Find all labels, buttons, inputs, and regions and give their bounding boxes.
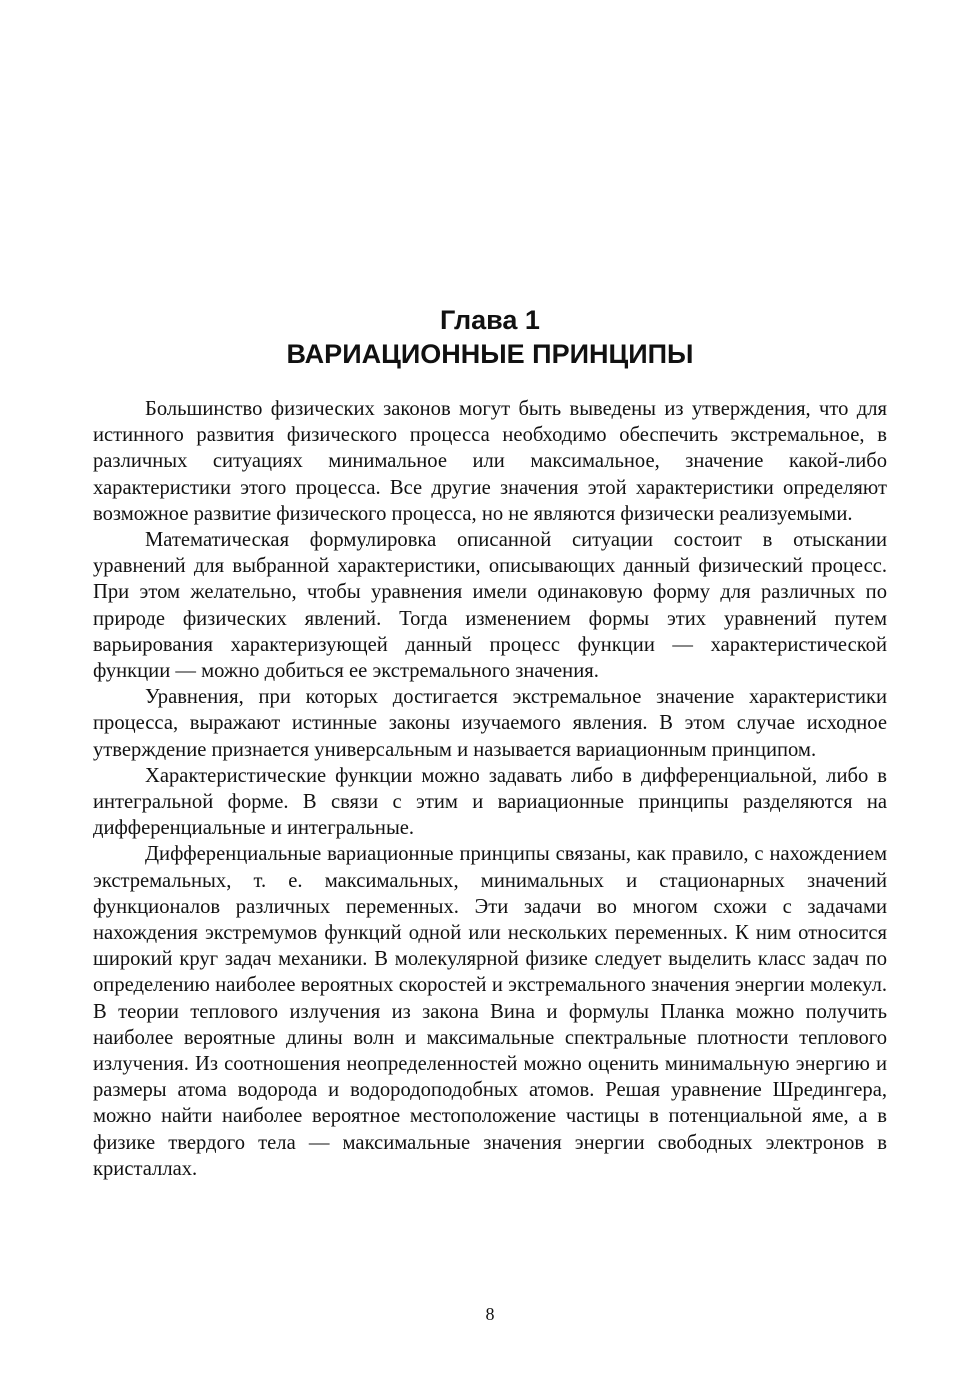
paragraph: Большинство физических законов могут быть выведены из утверждения, что для истинного развития физического процесса необходимо обеспечить экстремальное, в различных ситуациях минимальное или максимальное, значение какой-либо характеристики этого процесса. Все другие значения этой характеристики определяют возможное развитие физического процесса, но не являются физически реализуемыми. — [93, 398, 887, 525]
chapter-number: Глава 1 — [440, 305, 540, 335]
page-number: 8 — [485, 1304, 495, 1324]
paragraph: Характеристические функции можно задавать либо в дифференциальной, либо в интегральной форме. В связи с этим и вариационные принципы разделяются на дифференциальные и интегральные. — [93, 764, 887, 840]
chapter-body — [93, 396, 887, 1182]
chapter-heading — [0, 303, 980, 371]
paragraph: Математическая формулировка описанной ситуации состоит в отыскании уравнений для выбранной характеристики, описывающих данный физический процесс. При этом желательно, чтобы уравнения имели одинаковую форму для различных по природе физических явлений. Тогда изменением формы этих уравнений путем варьирования характеризующей данный процесс функции — характеристической функции — можно добиться ее экстремального значения. — [93, 529, 887, 683]
paragraph: Дифференциальные вариационные принципы связаны, как правило, с нахождением экстремальных, т. е. максимальных, минимальных и стационарных значений функционалов различных переменных. Эти задачи во многом схожи с задачами нахождения экстремумов функций одной или нескольких переменных. К ним относится широкий круг задач механики. В молекулярной физике следует выделить класс задач по определению наиболее вероятных скоростей и экстремального значения энергии молекул. В теории теплового излучения из закона Вина и формулы Планка можно получить наиболее вероятные длины волн и максимальные спектральные плотности теплового излучения. Из соотношения неопределенностей можно оценить минимальную энергию и размеры атома водорода и водородоподобных атомов. Решая уравнение Шредингера, можно найти наиболее вероятное местоположение частицы в потенциальной яме, а в физике твердого тела — максимальные значения энергии свободных электронов в кристаллах. — [93, 843, 887, 1180]
paragraph: Уравнения, при которых достигается экстремальное значение характеристики процесса, выражают истинные законы изучаемого явления. В этом случае исходное утверждение признается универсальным и называется вариационным принципом. — [93, 686, 887, 761]
chapter-title: ВАРИАЦИОННЫЕ ПРИНЦИПЫ — [286, 339, 694, 369]
